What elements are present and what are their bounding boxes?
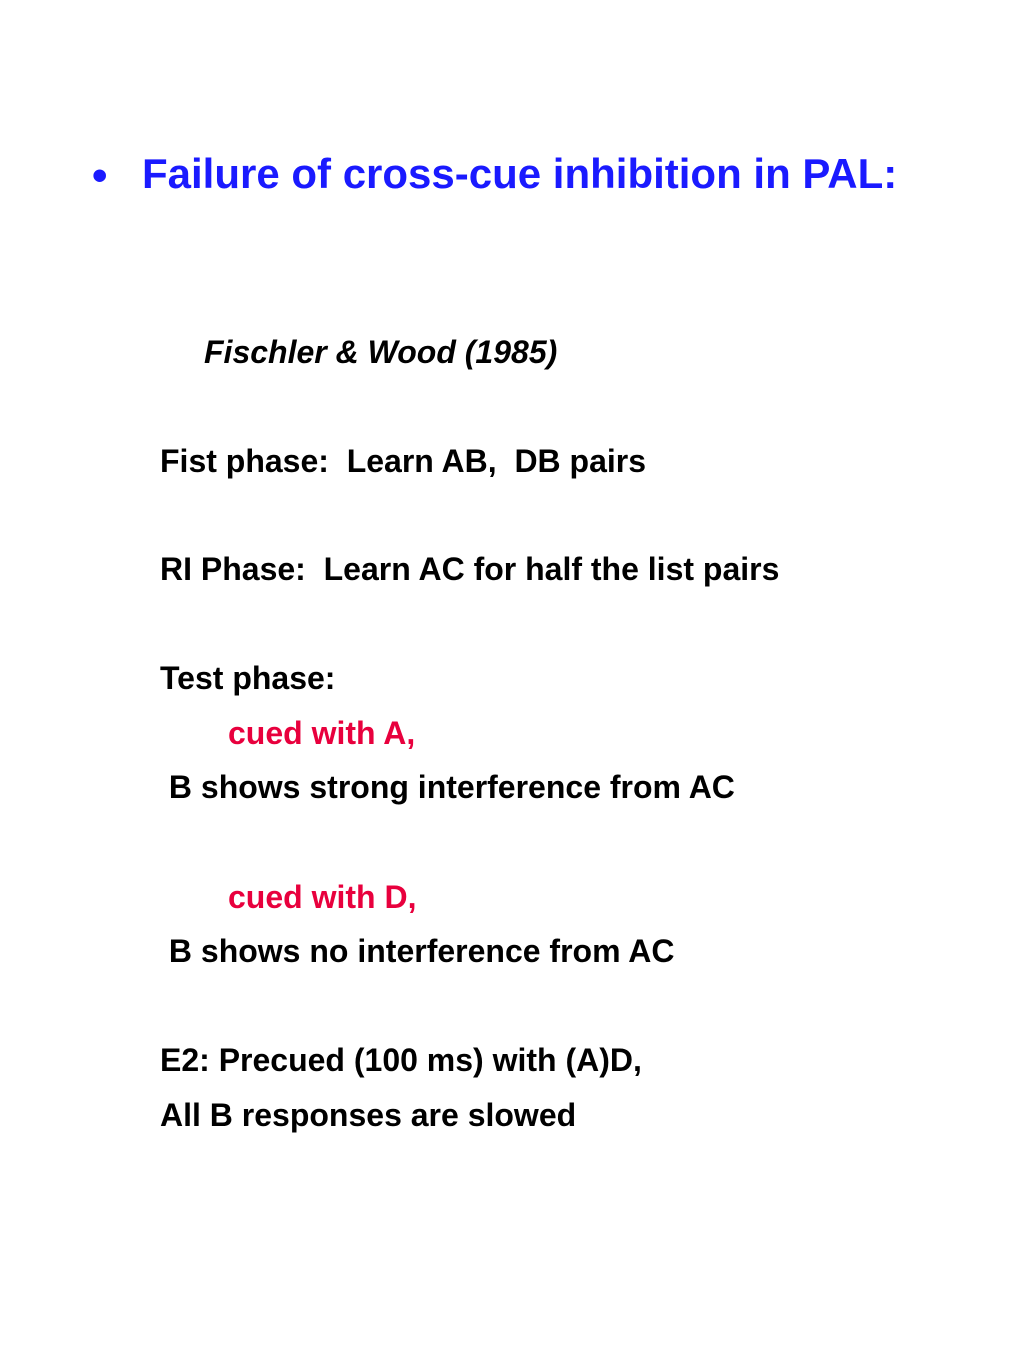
e2-precued-text: E2: Precued (100 ms) with (A)D, bbox=[160, 1042, 642, 1078]
citation: Fischler & Wood (1985) bbox=[204, 334, 558, 370]
cue-d-result-text: B shows no interference from AC bbox=[160, 933, 675, 969]
test-phase-label: Test phase: bbox=[160, 660, 336, 696]
cue-d-text: cued with D, bbox=[228, 879, 417, 915]
cue-a-result-text: B shows strong interference from AC bbox=[160, 769, 735, 805]
ri-phase-text: RI Phase: Learn AC for half the list pairs bbox=[160, 551, 780, 587]
first-phase-text: Fist phase: Learn AB, DB pairs bbox=[160, 443, 647, 479]
cue-a-text: cued with A, bbox=[228, 715, 416, 751]
bullet-marker: • bbox=[92, 151, 108, 200]
slide-heading: Failure of cross-cue inhibition in PAL: bbox=[142, 150, 898, 197]
e2-result-text: All B responses are slowed bbox=[160, 1097, 577, 1133]
